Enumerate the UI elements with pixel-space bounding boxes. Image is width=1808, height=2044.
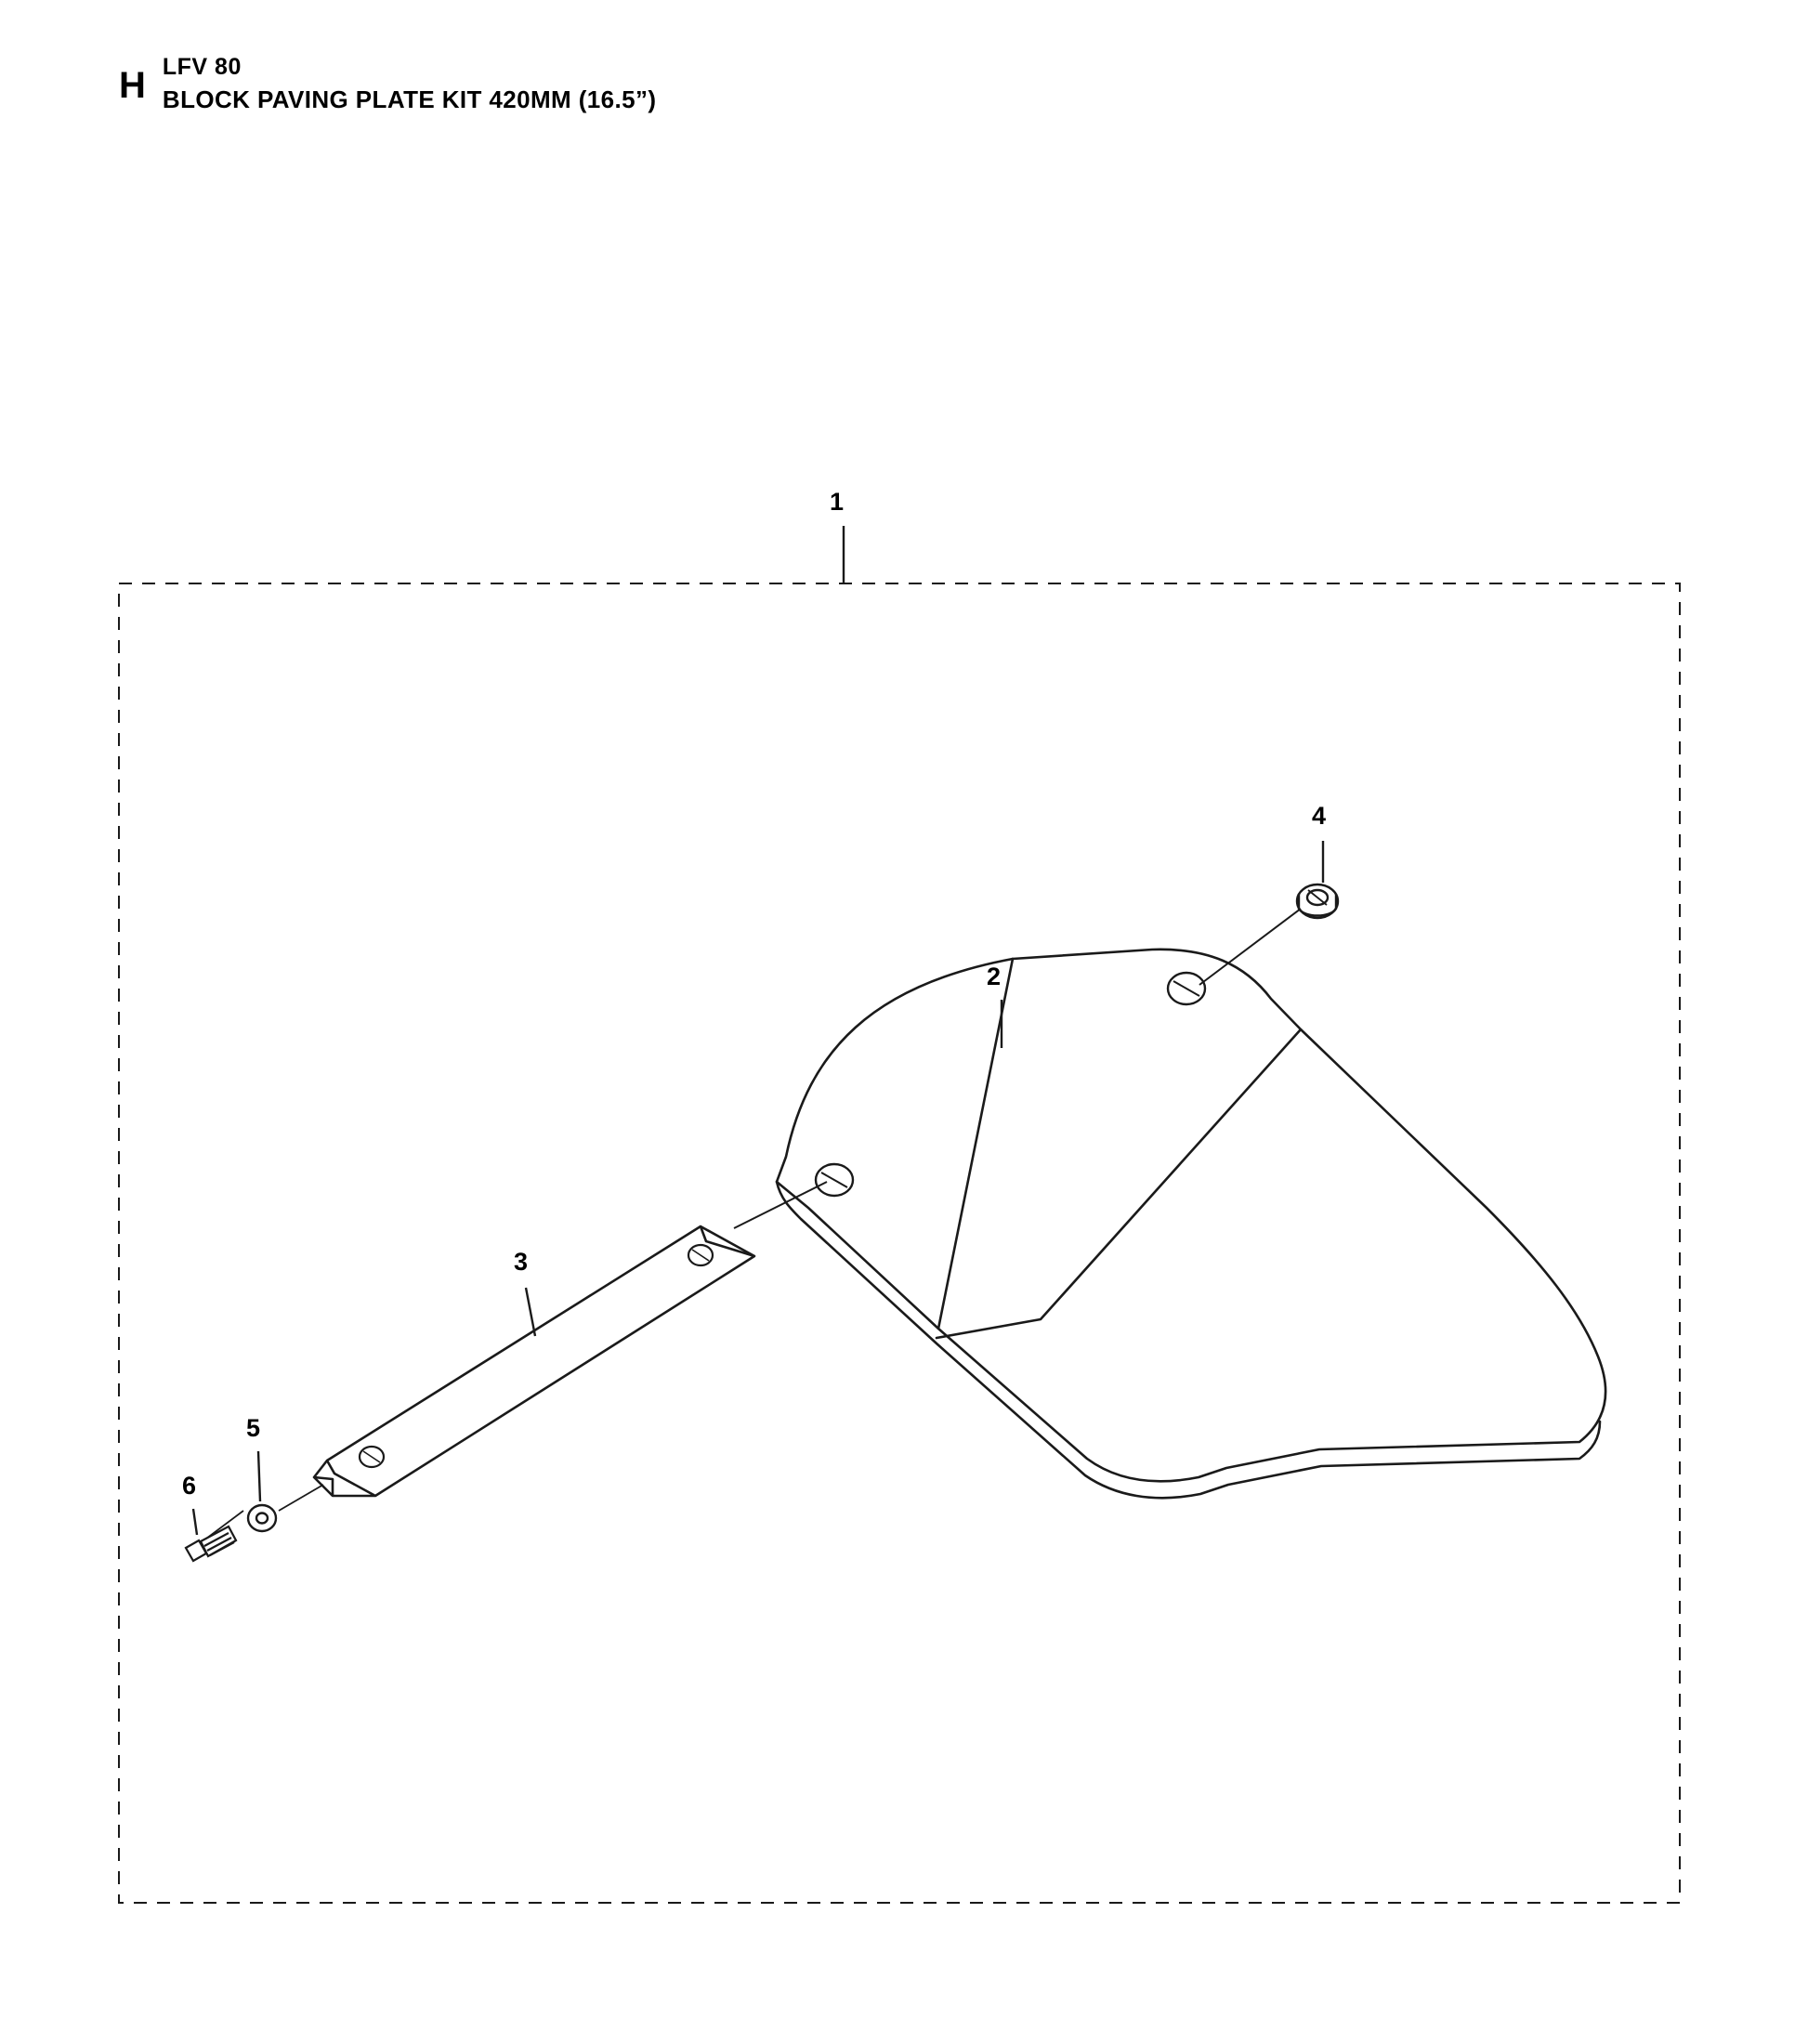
washer <box>248 1505 276 1531</box>
leader-line-5 <box>258 1451 260 1501</box>
callout-4: 4 <box>1312 802 1327 830</box>
assembly-line-bar-to-plate <box>734 1182 827 1228</box>
mounting-bar <box>314 1226 754 1496</box>
bar-hole-upper <box>688 1245 713 1265</box>
callout-6: 6 <box>182 1472 197 1500</box>
bar-hole-lower <box>360 1447 384 1467</box>
kit-description-title: BLOCK PAVING PLATE KIT 420MM (16.5”) <box>162 85 657 113</box>
leader-line-6 <box>193 1509 197 1535</box>
kit-boundary-dashed-rect <box>119 583 1680 1903</box>
callout-2: 2 <box>987 963 1002 990</box>
callout-1: 1 <box>830 488 845 516</box>
section-letter: H <box>119 65 146 106</box>
screw <box>186 1526 236 1561</box>
nut-upper <box>1297 884 1338 918</box>
assembly-line-nut-to-plate <box>1199 909 1301 985</box>
leader-line-3 <box>526 1288 535 1336</box>
callout-5: 5 <box>246 1414 261 1442</box>
paving-plate <box>777 950 1605 1498</box>
model-title: LFV 80 <box>162 54 242 80</box>
callout-3: 3 <box>514 1248 529 1276</box>
assembly-line-washer-to-bar <box>279 1485 323 1511</box>
plate-hole-upper <box>1168 973 1205 1004</box>
plate-hole-lower <box>816 1164 853 1196</box>
